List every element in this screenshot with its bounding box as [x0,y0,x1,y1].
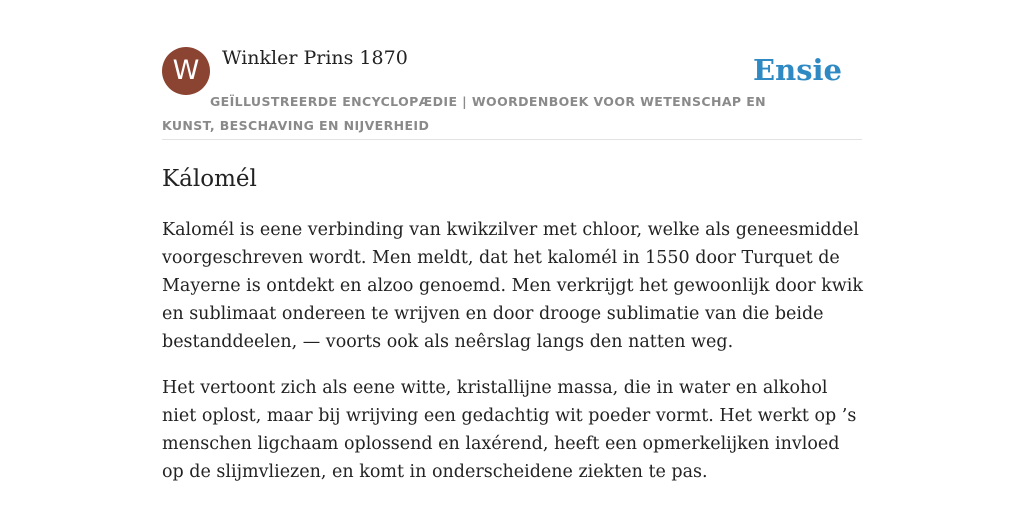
source-title-link[interactable]: Winkler Prins 1870 [222,47,408,69]
source-subtitle: GEÏLLUSTREERDE ENCYCLOPÆDIE | WOORDENBOEK VOOR WETENSCHAP EN KUNST, BESCHAVING EN NIJVERHEID [162,94,767,133]
article-paragraph: Het vertoont zich als eene witte, kristallijne massa, die in water en alkohol niet oplost, maar bij wrijving een gedachtig wit poeder vormt. Het werkt op ’s menschen ligchaam oplossend en laxérend, heeft een opmerkelijken invloed op de slijmvliezen, en komt in onderscheidene ziekten te pas. [162,378,857,482]
article [162,160,864,486]
article-paragraph: Kalomél is eene verbinding van kwikzilver met chloor, welke als geneesmiddel voorgeschreven wordt. Men meldt, dat het kalomél in 1550 door Turquet de Mayerne is ontdekt en alzoo genoemd. Men verkrijgt het gewoonlijk door kwik en sublimaat ondereen te wrijven en door drooge sublimatie van die beide bestanddeelen, — voorts ook als neêrslag langs den natten weg. [162,220,863,352]
entry-title: Kálomél [162,166,257,192]
source-header [162,46,862,140]
ensie-logo[interactable]: Ensie [753,53,842,87]
source-avatar[interactable]: W [162,47,210,95]
